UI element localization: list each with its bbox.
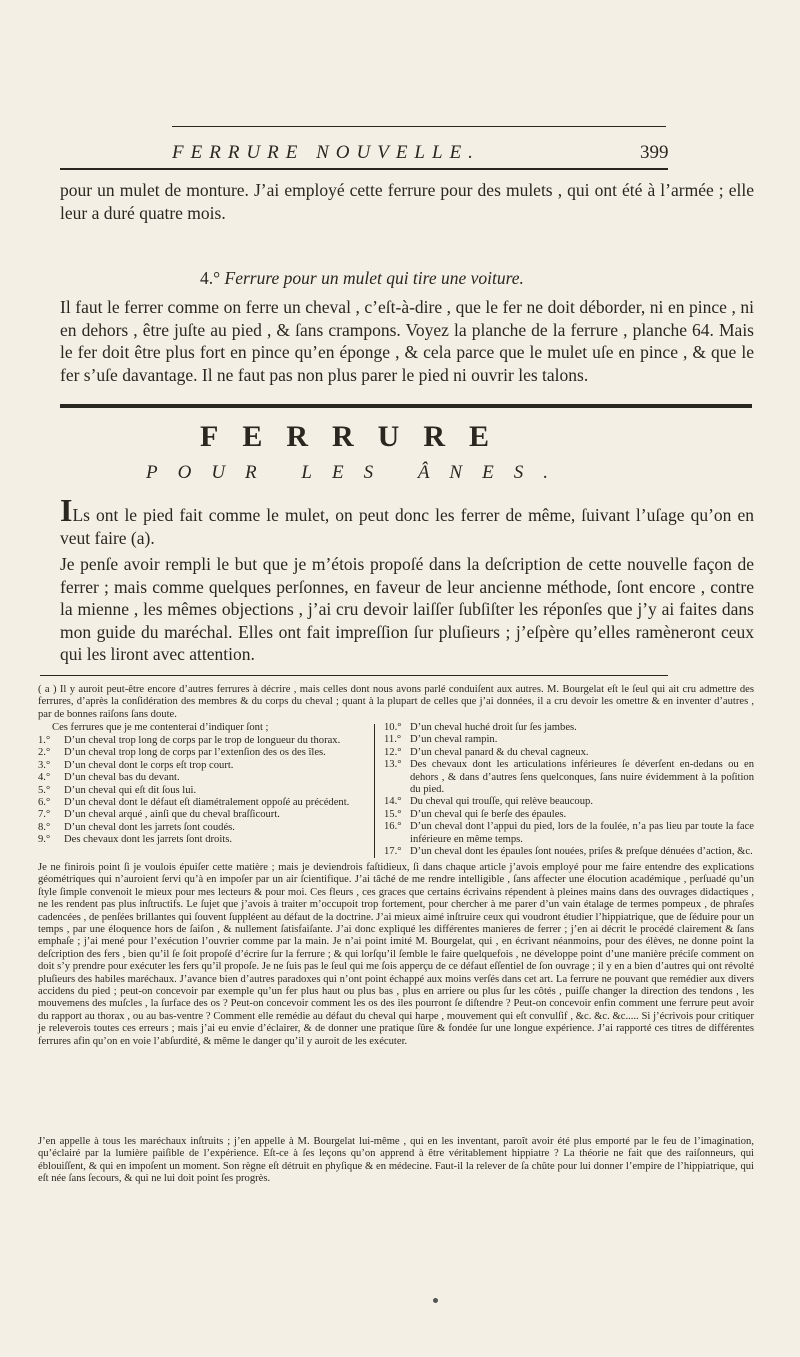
- header-top-rule: [172, 126, 666, 127]
- subheading-title: Ferrure pour un mulet qui tire une voiture.: [224, 268, 524, 288]
- list-item: 10.° D’un cheval huché droit ſur ſes jambes.: [384, 722, 577, 733]
- ferrures-list-right: [384, 722, 754, 858]
- section-subheading: [200, 268, 524, 289]
- list-item: 16.° D’un cheval dont l’appui du pied, lors de la foulée, n’a pas lieu par toute la face inférieure en même temps.: [384, 821, 754, 845]
- footnote-rule: [40, 675, 668, 676]
- section-divider-rule: [60, 404, 752, 408]
- header-bottom-rule: [60, 168, 668, 170]
- running-header-title: FERRURE NOUVELLE.: [172, 142, 480, 163]
- footnote-body-1: Je ne finirois point ſi je voulois épuiſer cette matière ; mais je deviendrois faſtidieux, ſi dans chaque article j’avois employé pour me faire entendre des explications géométriques qui n’auroient ſervi qu’à en impoſer par un air ſcientifique. J’ai tâché de me rendre intelligible , ſans affecter une élocution académique , perſuadé qu’un ſtyle ſimple convenoit le mieux pour mes lecteurs & pour moi. Ces fleurs , ces graces que certains écrivains répendent à pleines mains dans des ouvrages didactiques , ne les rendent pas plus inſtructifs. Le ſujet que j’avois à traiter m’occupoit trop fortement, pour chercher à me parer d’un vain étalage de termes pompeux , de phraſes cadencées , de penſées brillantes qui ſouvent ſuppléent au défaut de la doctrine. J’ai mieux aimé inſtruire ceux qui voudront étudier l’hippiatrique, que de ſéduire pour un temps , par une éloquence hors de ſaiſon , & nullement ſatisfaiſante. J’ai donc expliqué les différentes manieres de ferrer ; j’en ai décrit le procédé clairement & ſans emphaſe ; j’ai mené pour l’exécution l’ouvrier comme par la main. Je n’ai point imité M. Bourgelat, qui , en écrivant néanmoins, pour des élèves, ne donne point la deſcription des fers , bien qu’il ſe ſoit propoſé d’écrire ſur la ferrure ; & qui lorſqu’il ſemble le faire quelquefois , ne développe point d’une manière préciſe comment on doit s’y prendre pour exécuter les fers qu’il propoſe. Je ne ſuis pas le ſeul qui me ſois apperçu de ce défaut eſſentiel de ſon ouvrage ; il y en a bien d’autres qui ont révolté pluſieurs des habiles maréchaux. J’avance bien d’autres paradoxes qui n’ont point échappé aux moins verſés dans cet art. La ferrure ne pouvant que remédier aux divers accidens du pied ; peut-on concevoir par exemple qu’un fer plus haut ou plus bas , plus en arriere ou plus ſur les côtés , puiſſe changer la direction des tendons , les mouvemens des muſcles , la ſurface des os ? Peut-on concevoir comment les os des iles pourront ſe diſtendre ? Peut-on concevoir enfin comment une ferrure peut avoir du rapport au thorax , ou au bas-ventre ? Comment elle remédie au défaut du cheval qui harpe , mouvement qui eſt convulſif , &c. &c. &c..... Si j’écrivois pour critiquer je releverois toutes ces erreurs ; mais j’ai eu envie d’éclairer, & de donner une pratique ſûre & fondée ſur une longue expérience. J’ai rapporté ces titres de différentes ferrures afin qu’on en voie l’abſurdité, & même le danger qu’il y auroit de les exécuter.: [38, 862, 754, 1047]
- section-subtitle: POUR LES ÂNES.: [146, 462, 568, 483]
- ink-dot: [433, 1298, 438, 1303]
- paragraph-objections: Je penſe avoir rempli le but que je m’étois propoſé dans la deſcription de cette nouvelle façon de ferrer ; mais comme quelques perſonnes, en faveur de leur ancienne méthode, ſont encore , contre la mienne , les mêmes objections , j’ai cru devoir laiſſer ſubſiſter les réponſes que j’y ai faites dans mon guide du maréchal. Elles ont fait impreſſion ſur pluſieurs ; j’eſpère qu’elles ramèneront ceux qui les liront avec attention.: [60, 554, 754, 664]
- list-item: 1.° D’un cheval trop long de corps par le trop de longueur du thorax.: [38, 735, 341, 746]
- list-item: 15.° D’un cheval qui ſe berſe des épaules.: [384, 808, 567, 820]
- footnote-lead: Ces ferrures que je me contenterai d’indiquer ſont ;: [52, 722, 269, 733]
- list-item: 8.° D’un cheval dont les jarrets ſont coudés.: [38, 821, 235, 833]
- ferrures-list-left: [38, 735, 368, 847]
- list-item: 3.° D’un cheval dont le corps eſt trop court.: [38, 759, 234, 771]
- list-item: 2.° D’un cheval trop long de corps par l’extenſion des os des îles.: [38, 747, 326, 759]
- section-title: FERRURE: [200, 420, 514, 453]
- list-item: 4.° D’un cheval bas du devant.: [38, 772, 180, 784]
- list-item: 12.° D’un cheval panard & du cheval cagneux.: [384, 746, 589, 758]
- footnote-body-2: J’en appelle à tous les maréchaux inſtruits ; j’en appelle à M. Bourgelat lui-même , qui en les inventant, paroît avoir été plus emporté par le feu de l’imagination, qu’éclairé par la lumière paiſible de l’expérience. Eſt-ce à ſes leçons qu’on apprend à être véritablement hippiatre ? La théorie ne fait que des raiſonneurs, qui éblouiſſent, & qui en impoſent un moment. Son règne eſt détruit en phyſique & en médecine. Faut-il la relever de ſa chûte pour lui donner l’empire de l’hippiatrique, qui eſt née ſans ſecours, & qui ne lui doit point ſes progrès.: [38, 1136, 754, 1185]
- page-number: 399: [640, 142, 669, 163]
- list-item: 17.° D’un cheval dont les épaules ſont nouées, priſes & preſque dénuées d’action, &c.: [384, 846, 753, 858]
- list-item: 6.° D’un cheval dont le défaut eſt diamétralement oppoſé au précédent.: [38, 797, 350, 809]
- paragraph-mule-carriage: Il faut le ferrer comme on ferre un cheval , c’eſt-à-dire , que le fer ne doit déborder, ni en pince , ni en dehors , être juſte au pied , & ſans crampons. Voyez la planche de la ferrure , planche 64. Mais le fer doit être plus fort en pince qu’en éponge , & cela parce que le mulet uſe en pince , & que le fer s’uſe davantage. Il ne faut pas non plus parer le pied ni ouvrir les talons.: [60, 297, 754, 385]
- list-item: 13.° Des chevaux dont les articulations inférieures ſe déverſent en-dedans ou en dehors , & dans d’autres ſens quelconques, ſans nuire évidemment à la poſition du pied.: [384, 759, 754, 796]
- list-item: 14.° Du cheval qui trouſſe, qui relève beaucoup.: [384, 796, 593, 808]
- drop-cap: I: [60, 492, 73, 528]
- top-paragraph: pour un mulet de monture. J’ai employé cette ferrure pour des mulets , qui ont été à l’armée ; elle leur a duré quatre mois.: [60, 180, 754, 223]
- paragraph-donkeys-text: Ls ont le pied fait comme le mulet, on peut donc les ferrer de même, ſuivant l’uſage qu’on en veut faire (a).: [60, 505, 754, 548]
- footnote-intro: ( a ) Il y auroit peut-être encore d’autres ferrures à décrire , mais celles dont nous avons parlé conduiſent aux autres. M. Bourgelat eſt le ſeul qui ait cru admettre des ferrures, d’après la conſidération des membres & du corps du cheval ; quant à la plupart de celles que j’ai données, il a cru devoir les omettre & en inventer d’autres , par de bonnes raiſons ſans doute.: [38, 684, 754, 720]
- subheading-number: 4.°: [200, 268, 221, 288]
- list-item: 5.° D’un cheval qui eſt dit ſous lui.: [38, 784, 197, 796]
- list-item: 7.° D’un cheval arqué , ainſi que du cheval braſſicourt.: [38, 809, 280, 821]
- paragraph-donkeys: [60, 492, 754, 549]
- list-item: 11.° D’un cheval rampin.: [384, 734, 498, 746]
- column-divider: [374, 724, 375, 858]
- list-item: 9.° Des chevaux dont les jarrets ſont droits.: [38, 834, 232, 846]
